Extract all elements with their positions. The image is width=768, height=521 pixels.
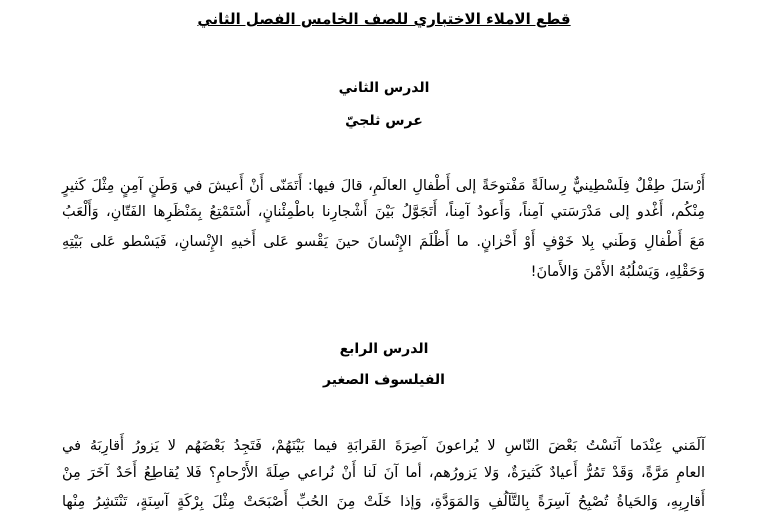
- lesson-two-subtitle: عرس ثلجيّ: [345, 113, 423, 129]
- lesson-four-subtitle: الفيلسوف الصغير: [323, 372, 445, 388]
- document-title: قطع الاملاء الاختباري للصف الخامس الفصل الثاني: [197, 10, 571, 28]
- paragraph-line: آلَمَني عِنْدَما آنَسْتُ بَعْضَ النّاسِ لا يُراعونَ آصِرَةَ القَرابَةِ فيما بَيْنَهُمْ، فَتَجِدُ بَعْضَهُم لا يَزورُ أَقارِبَهُ في: [62, 438, 705, 454]
- paragraph-line: وَحَقْلِهِ، وَيَسْلُبُهُ الأَمْنَ وَالأَمانَ!: [530, 264, 705, 280]
- paragraph-line: أَقارِبِهِ، وَالحَياةُ تُصْبِحُ آسِرَةً بِالتَّآلُفِ وَالمَوَدَّةِ، وَإذا خَلَتْ مِنَ الحُبِّ أَصْبَحَتْ مِثْلَ بِرْكَةٍ آسِنَةٍ، تَنْتَشِرُ مِنْها: [62, 494, 705, 510]
- paragraph-line: أَرْسَلَ طِفْلٌ فِلَسْطِينيٌّ رِسالَةً مَفْتوحَةً إلى أَطْفالِ العالَمِ، قالَ فيها: أَتَمَنّى أَنْ أَعيشَ في وَطَنٍ آمِنٍ مِثْلَ كَثيرٍ: [62, 178, 705, 194]
- paragraph-line: العامِ مَرَّةً، وَقَدْ تَمُرُّ أَعيادٌ كَثيرَةٌ، وَلا يَزورُهم، أما آنَ لَنا أَنْ نُراعي صِلَةَ الأَرْحامِ؟ فَلا يُقاطِعُ أَحَدٌ آخَرَ مِنْ: [62, 465, 705, 481]
- lesson-two-heading: الدرس الثاني: [338, 80, 430, 96]
- lesson-four-heading: الدرس الرابع: [339, 341, 429, 357]
- paragraph-line: مِنْكُم، أَغْدو إلى مَدْرَسَتي آمِناً، وَأَعودُ آمِناً، أَتَجَوَّلُ بَيْنَ أَشْجارِنا باطْمِئْنانٍ، أَسْتَمْتِعُ بِمَنْظَرِها الفَتّانِ، وَأَلْعَبُ: [62, 204, 705, 220]
- paragraph-line: مَعَ أَطْفالِ وَطَني بِلا خَوْفٍ أَوْ أَحْزانٍ. ما أَظْلَمَ الإِنْسانَ حينَ يَقْسو عَلى أَخيهِ الإِنْسانِ، فَيَسْطو عَلى بَيْتِهِ: [62, 234, 705, 250]
